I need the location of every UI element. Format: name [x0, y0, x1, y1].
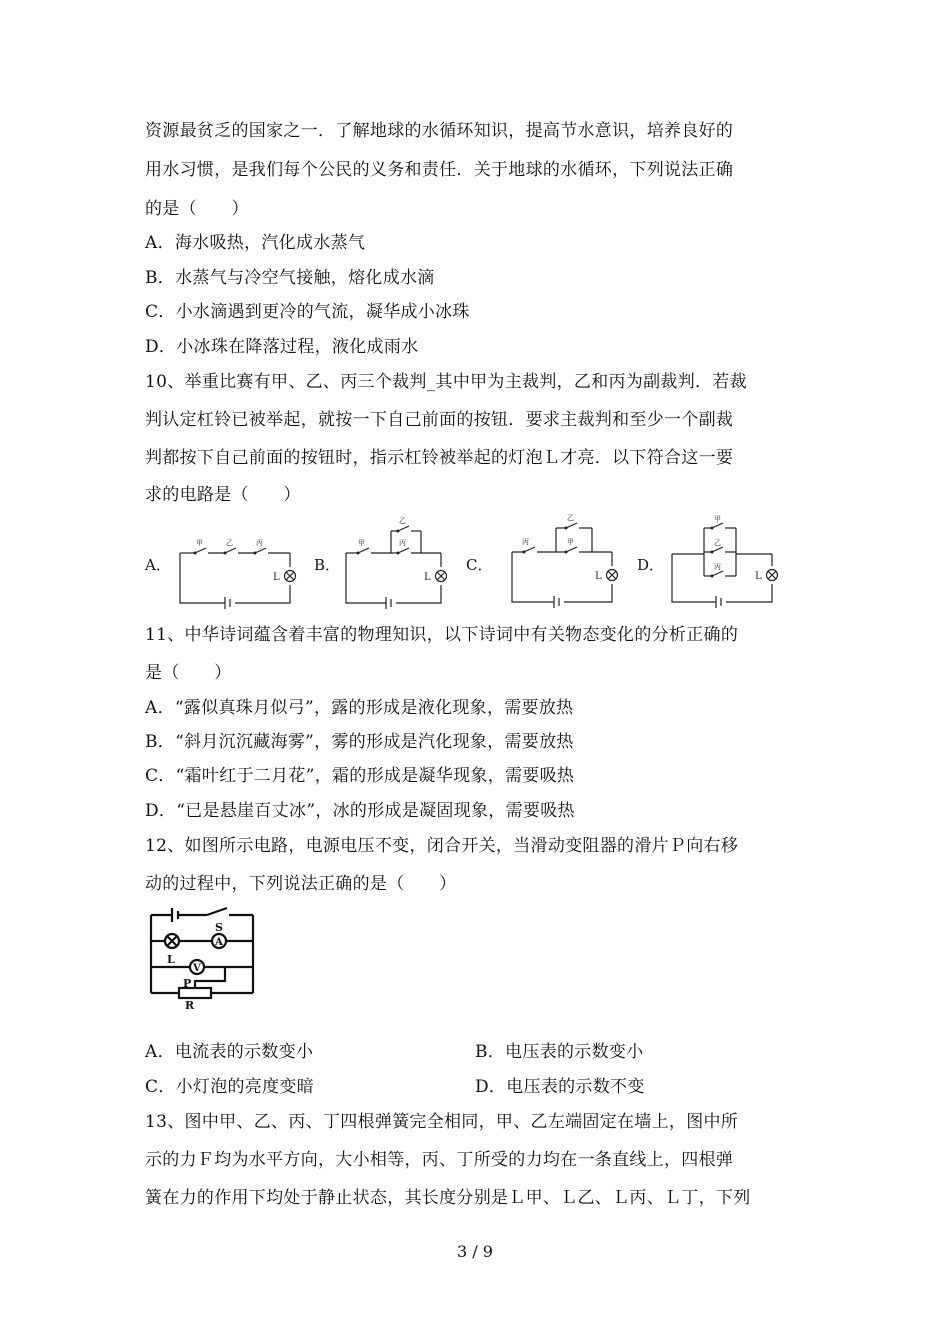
switch-label-yi: 乙 — [714, 539, 721, 547]
q11-option-c: C．“霜叶红于二月花”，霜的形成是凝华现象，需要吸热 — [145, 766, 575, 786]
lamp-label: L — [755, 571, 762, 582]
q12-option-a: A．电流表的示数变小 — [145, 1042, 314, 1062]
q11-option-a: A．“露似真珠月似弓”，露的形成是液化现象，需要放热 — [145, 698, 574, 718]
circuit-diagram-c — [504, 512, 622, 610]
switch-label-bing: 丙 — [256, 539, 263, 547]
switch-label-jia: 甲 — [714, 515, 721, 523]
q13-line-1: 13、图中甲、乙、丙、丁四根弹簧完全相同，甲、乙左端固定在墙上，图中所 — [145, 1112, 739, 1132]
switch-label-yi: 乙 — [567, 514, 574, 522]
switch-label-bing: 丙 — [522, 538, 529, 546]
q13-line-3: 簧在力的作用下均处于静止状态，其长度分别是Ｌ甲、Ｌ乙、Ｌ丙、Ｌ丁，下列 — [145, 1188, 751, 1208]
q10-line-1: 10、举重比赛有甲、乙、丙三个裁判_其中甲为主裁判，乙和丙为副裁判．若裁 — [145, 372, 747, 392]
slider-label-p: P — [183, 977, 192, 990]
circuit-label-a: A． — [145, 556, 171, 574]
q12-option-c: C．小灯泡的亮度变暗 — [145, 1077, 315, 1097]
q13-line-2: 示的力Ｆ均为水平方向，大小相等，丙、丁所受的力均在一条直线上，四根弹 — [145, 1150, 734, 1170]
circuit-diagram-a — [170, 535, 300, 610]
lamp-label: L — [424, 572, 431, 583]
q9-option-a: A．海水吸热，汽化成水蒸气 — [145, 233, 366, 253]
switch-label-bing: 丙 — [399, 539, 406, 547]
voltmeter-label: V — [193, 963, 201, 974]
lamp-label-l: L — [167, 953, 175, 966]
q9-line-2: 用水习惯，是我们每个公民的义务和责任．关于地球的水循环，下列说法正确 — [145, 160, 734, 180]
q12-circuit-diagram — [145, 905, 260, 1012]
q9-option-b: B．水蒸气与冷空气接触，熔化成水滴 — [145, 268, 435, 288]
switch-label-yi: 乙 — [226, 539, 233, 547]
page-number: 3 / 9 — [457, 1242, 493, 1261]
circuit-diagram-d — [666, 514, 784, 610]
q10-line-2: 判认定杠铃已被举起，就按一下自己前面的按钮．要求主裁判和至少一个副裁 — [145, 410, 734, 430]
switch-label-jia: 甲 — [358, 539, 365, 547]
rheostat-label-r: R — [185, 999, 195, 1012]
switch-label-jia: 甲 — [567, 538, 574, 546]
lamp-label: L — [595, 571, 602, 582]
ammeter-label: A — [215, 937, 223, 948]
circuit-diagram-b — [336, 515, 454, 610]
q11-line-1: 11、中华诗词蕴含着丰富的物理知识，以下诗词中有关物态变化的分析正确的 — [145, 625, 739, 645]
q10-line-3: 判都按下自己前面的按钮时，指示杠铃被举起的灯泡Ｌ才亮．以下符合这一要 — [145, 448, 734, 468]
q9-option-d: D．小冰珠在降落过程，液化成雨水 — [145, 337, 419, 357]
q11-option-b: B．“斜月沉沉藏海雾”，雾的形成是汽化现象，需要放热 — [145, 732, 574, 752]
q12-line-2: 动的过程中，下列说法正确的是（ ） — [145, 874, 457, 894]
q10-line-4: 求的电路是（ ） — [145, 485, 301, 505]
switch-label-jia: 甲 — [196, 539, 203, 547]
q9-option-c: C．小水滴遇到更冷的气流，凝华成小冰珠 — [145, 302, 470, 322]
q12-option-d: D．电压表的示数不变 — [475, 1077, 645, 1097]
q11-line-2: 是（ ） — [145, 663, 232, 683]
q11-option-d: D．“已是悬崖百丈冰”，冰的形成是凝固现象，需要吸热 — [145, 801, 575, 821]
switch-label-bing: 丙 — [714, 563, 721, 571]
circuit-label-b: B． — [314, 556, 341, 574]
q9-line-1: 资源最贫乏的国家之一．了解地球的水循环知识，提高节水意识，培养良好的 — [145, 121, 734, 141]
switch-label-yi: 乙 — [399, 517, 406, 525]
circuit-label-c: C． — [466, 556, 493, 574]
q12-line-1: 12、如图所示电路，电源电压不变，闭合开关，当滑动变阻器的滑片Ｐ向右移 — [145, 836, 739, 856]
circuit-label-d: D． — [637, 556, 665, 574]
q12-option-b: B．电压表的示数变小 — [475, 1042, 644, 1062]
q9-line-3: 的是（ ） — [145, 199, 249, 219]
lamp-label: L — [273, 572, 280, 583]
switch-label-s: S — [215, 921, 223, 934]
